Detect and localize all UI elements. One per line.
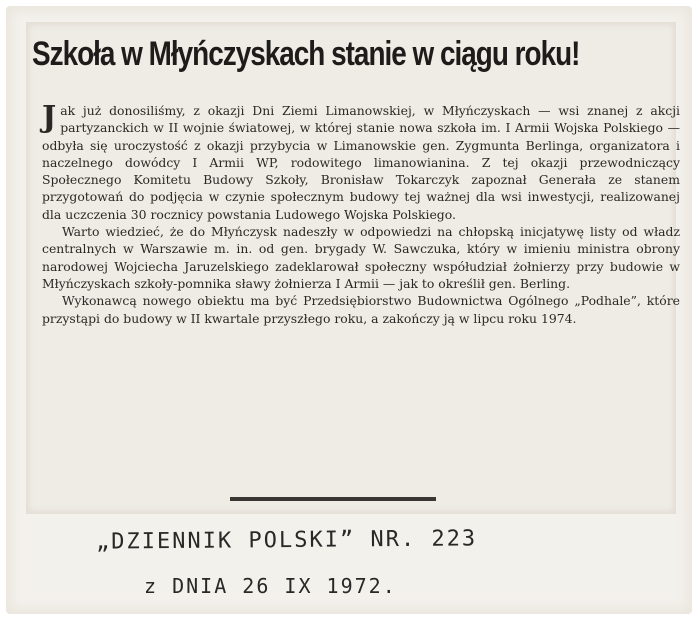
- article-paragraph-3: Wykonawcą nowego obiektu ma być Przedsiębiorstwo Budownictwa Ogólnego „Podhale”, które przystąpi do budowy w II kwartale przyszłego roku, a zakończy ją w lipcu roku 1974.: [42, 293, 680, 326]
- newspaper-clipping: [26, 22, 680, 514]
- separator-rule: [230, 497, 436, 501]
- article-paragraph-1: Jak już donosiliśmy, z okazji Dni Ziemi Limanowskiej, w Młyńczyskach — wsi znanej z akcji partyzanckich w II wojnie światowej, w której stanie nowa szkoła im. I Armii Wojska Polskiego — odbyła się uroczystość z okazji przybycia w Limanowskie gen. Zygmunta Berlinga, organizatora i naczelnego dowódcy I Armii WP, rodowitego limanowianina. Z tej okazji przewodniczący Społecznego Komitetu Budowy Szkoły, Bronisław Tokarczyk zapoznał Generała ze stanem przygotowań do podjęcia w czynie społecznym budowy tej ważnej dla wsi inwestycji, realizowanej dla uczczenia 30 rocznicy powstania Ludowego Wojska Polskiego.: [42, 100, 680, 222]
- handwritten-date: z DNIA 26 IX 1972.: [144, 574, 397, 598]
- scanned-page: [6, 6, 692, 614]
- article-body: [42, 102, 680, 327]
- handwritten-source: „DZIENNIK POLSKI” NR. 223: [95, 526, 478, 555]
- article-paragraph-2: Warto wiedzieć, że do Młyńczysk nadeszły w odpowiedzi na chłopską inicjatywę listy od władz centralnych w Warszawie m. in. od gen. brygady W. Sawczuka, który w imieniu ministra obrony narodowej Wojciecha Jaruzelskiego zadeklarował społeczny współudział żołnierzy przy budowie w Młyńczyskach szkoły-pomnika sławy żołnierza I Armii — jak to określił gen. Berling.: [42, 224, 680, 291]
- article-headline: Szkoła w Młyńczyskach stanie w ciągu roku!: [32, 35, 580, 73]
